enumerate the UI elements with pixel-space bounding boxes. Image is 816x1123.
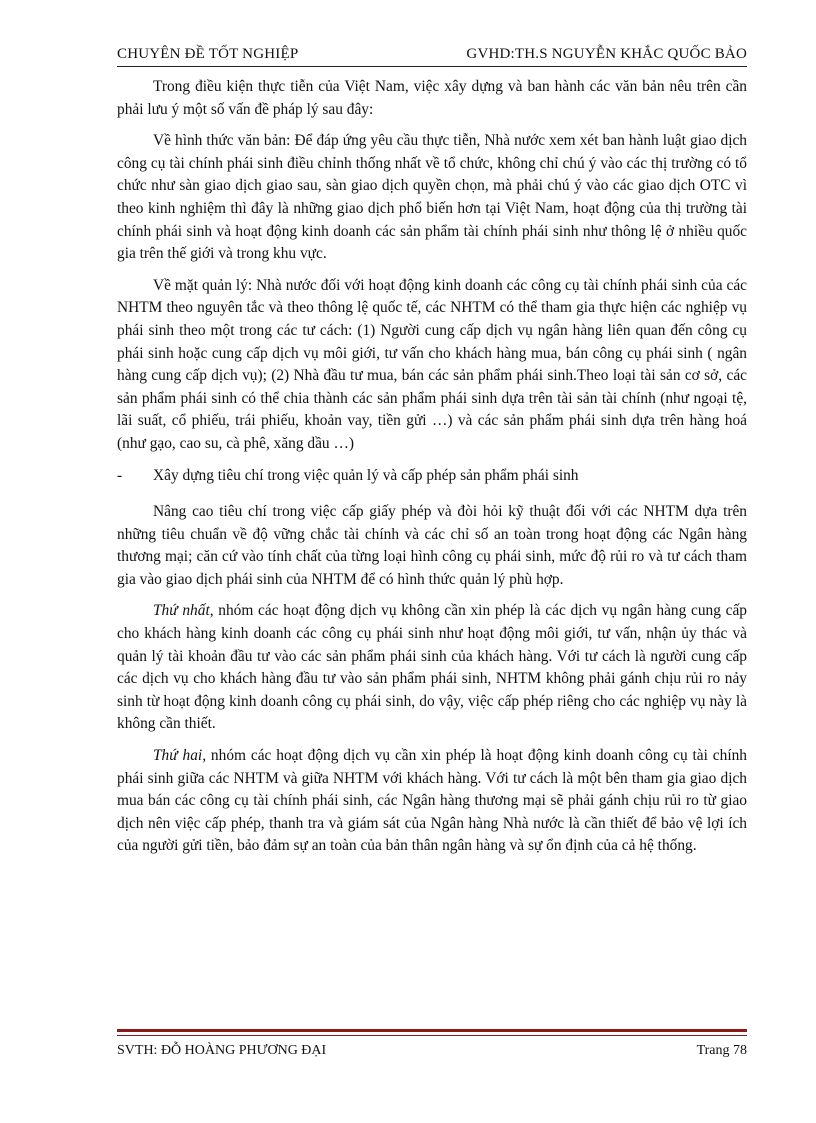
bullet-text: Xây dựng tiêu chí trong việc quản lý và cấp phép sản phẩm phái sinh: [153, 466, 579, 484]
paragraph-management: Về mặt quản lý: Nhà nước đối với hoạt động kinh doanh các công cụ tài chính phái sinh của các NHTM theo nguyên tắc và theo thông lệ quốc tế, các NHTM có thể tham gia thực hiện các nghiệp vụ phái sinh theo một trong các tư cách: (1) Người cung cấp dịch vụ ngân hàng liên quan đến công cụ phái sinh hoặc cung cấp dịch vụ môi giới, tư vấn cho khách hàng mua, bán công cụ phái sinh ( ngân hàng cung cấp dịch vụ); (2) Nhà đầu tư mua, bán các sản phẩm phái sinh.Theo loại tài sản cơ sở, các sản phẩm phái sinh có thể chia thành các sản phẩm phái sinh dựa trên tài sản tài chính (như ngoại tệ, lãi suất, cổ phiếu, trái phiếu, khoản vay, tiền gửi …) và các sản phẩm phái sinh dựa trên hàng hoá (như gạo, cao su, cà phê, xăng dầu …): [117, 276, 747, 452]
paragraph-first-text: nhóm các hoạt động dịch vụ không cần xin phép là các dịch vụ ngân hàng cung cấp cho khách hàng kinh doanh các công cụ phái sinh như hoạt động môi giới, tư vấn, nhận ủy thác và quản lý tài khoản đầu tư vào các sản phẩm phái sinh của khách hàng. Với tư cách là người cung cấp các dịch vụ cho khách hàng đầu tư vào sản phẩm phái sinh, NHTM không phải gánh chịu rủi ro nảy sinh từ hoạt động kinh doanh công cụ phái sinh, do vậy, việc cấp phép riêng cho các nghiệp vụ này là không cần thiết.: [117, 602, 747, 733]
footer-student: SVTH: ĐỖ HOÀNG PHƯƠNG ĐẠI: [117, 1043, 327, 1058]
paragraph-intro: Trong điều kiện thực tiễn của Việt Nam, việc xây dựng và ban hành các văn bản nêu trên cần phải lưu ý một số vấn đề pháp lý sau đây:: [117, 78, 747, 118]
footer-divider-thick: [117, 1029, 747, 1032]
header-report-title: CHUYÊN ĐỀ TỐT NGHIỆP: [117, 46, 299, 62]
paragraph-second: [117, 745, 747, 858]
document-body: [117, 76, 747, 867]
bullet-dash: -: [117, 466, 123, 484]
paragraph-second-lead: Thứ hai,: [153, 747, 207, 765]
paragraph-first-lead: Thứ nhất,: [153, 602, 214, 620]
paragraph-document-form: Về hình thức văn bản: Để đáp ứng yêu cầu thực tiễn, Nhà nước xem xét ban hành luật giao dịch công cụ tài chính phái sinh điều chỉnh thống nhất về tổ chức, không chỉ chú ý vào các thị trường có tổ chức như sàn giao dịch giao sau, sàn giao dịch quyền chọn, mà phải chú ý vào các giao dịch OTC vì theo kinh nghiệm thì đây là những giao dịch phổ biến hơn tại Việt Nam, hoạt động của thị trường tài chính phái sinh và hoạt động kinh doanh các sản phẩm tài chính phái sinh như thông lệ ở nhiều quốc gia trên thế giới và trong khu vực.: [117, 132, 747, 263]
bullet-item: [117, 465, 747, 488]
paragraph-first: [117, 600, 747, 736]
footer-divider-thin: [117, 1035, 747, 1036]
page-footer: [117, 1041, 747, 1061]
paragraph-criteria: Nâng cao tiêu chí trong việc cấp giấy phép và đòi hỏi kỹ thuật đối với các NHTM dựa trên những tiêu chuẩn về độ vững chắc tài chính và các chỉ số an toàn trong hoạt động các Ngân hàng thương mại; căn cứ vào tính chất của từng loại hình công cụ phái sinh, mức độ rủi ro và tư cách tham gia vào giao dịch phái sinh của NHTM để có hình thức quản lý phù hợp.: [117, 503, 747, 588]
paragraph-second-text: nhóm các hoạt động dịch vụ cần xin phép là hoạt động kinh doanh công cụ tài chính phái sinh giữa các NHTM và giữa NHTM với khách hàng. Với tư cách là một bên tham gia giao dịch mua bán các công cụ tài chính phái sinh, các Ngân hàng thương mại sẽ phải gánh chịu rủi ro từ giao dịch nên việc cấp phép, thanh tra và giám sát của Ngân hàng Nhà nước là cần thiết để bảo vệ lợi ích của người gửi tiền, bảo đảm sự an toàn của bản thân ngân hàng và sự ổn định của cả hệ thống.: [117, 747, 747, 855]
header-divider: [117, 66, 747, 67]
page-header: [117, 44, 747, 66]
footer-page-number: Trang 78: [696, 1043, 747, 1058]
header-supervisor: GVHD:TH.S NGUYỄN KHẮC QUỐC BẢO: [466, 46, 747, 62]
